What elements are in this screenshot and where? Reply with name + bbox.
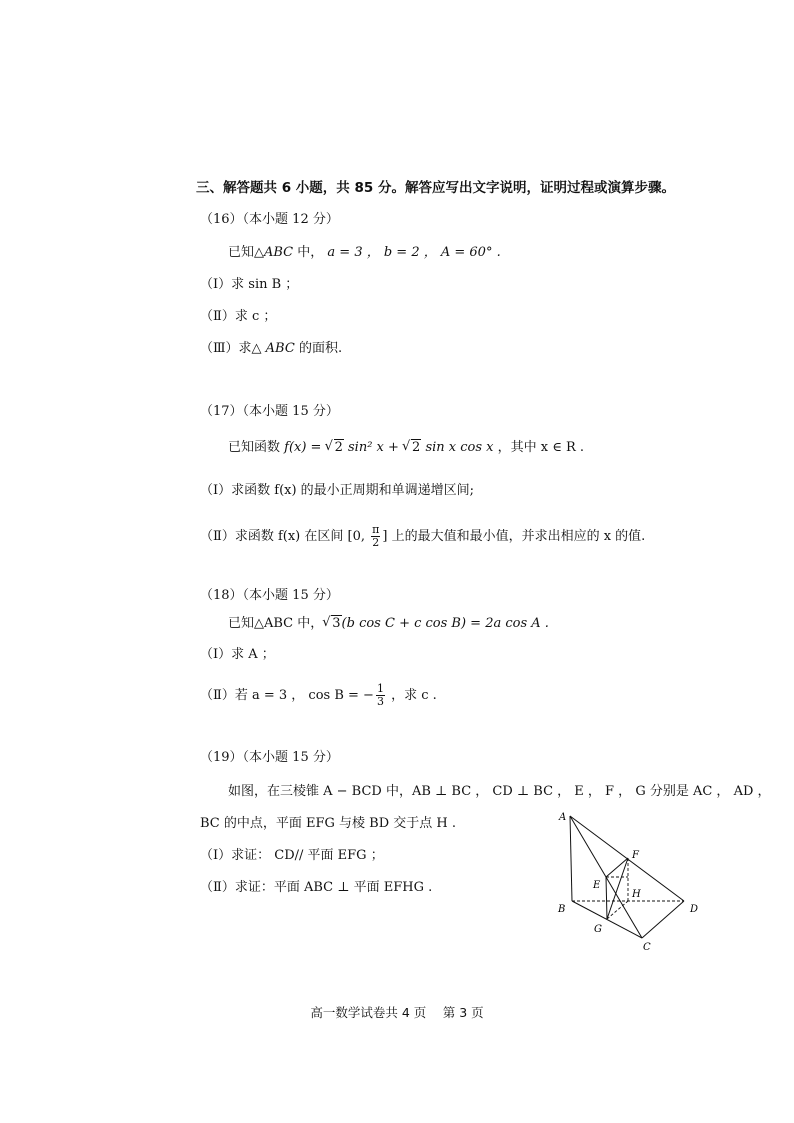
problem-19-part-1: （Ⅰ）求证： CD// 平面 EFG ； [200, 848, 384, 863]
problem-16-stem: 已知△ABC 中， a = 3 ， b = 2 ， A = 60° . [228, 245, 501, 260]
problem-16-part-1: （Ⅰ）求 sin B ； [200, 277, 299, 292]
tetrahedron-figure [550, 808, 710, 956]
problem-18-part-1: （Ⅰ）求 A ； [200, 647, 275, 662]
edge-AB [570, 816, 572, 901]
section-heading: 三、解答题共 6 小题，共 85 分。解答应写出文字说明，证明过程或演算步骤。 [196, 180, 675, 196]
sqrt-3-symbol: √ 3 [323, 616, 341, 632]
problem-18-part-2: （Ⅱ）若 a = 3 ， cos B = − $\frac{1}{3}$ ，求 c . [200, 682, 437, 708]
problem-18-header: （18）（本小题 15 分） [200, 588, 339, 603]
edge-EG [606, 877, 607, 919]
label-F: F [632, 850, 639, 861]
page-footer: 高一数学试卷共 4 页 第 3 页 [310, 1005, 484, 1020]
problem-17-part-2: （Ⅱ）求函数 f(x) 在区间 [0, $\frac{\pi}{2}$ ] 上的最大值和最小值，并求出相应的 x 的值. [200, 523, 646, 549]
problem-17-part-1: （Ⅰ）求函数 f(x) 的最小正周期和单调递增区间; [200, 483, 475, 498]
problem-16-part-3: （Ⅲ）求△ ABC 的面积. [200, 341, 343, 356]
label-B: B [558, 904, 566, 915]
problem-17-header: （17）（本小题 15 分） [200, 404, 339, 419]
pi-over-2-fraction: $\frac{\pi}{2}$ [372, 523, 380, 549]
problem-19-stem-line-1: 如图，在三棱锥 A − BCD 中，AB ⊥ BC ， CD ⊥ BC ， E ， F ， G 分别是 AC ， AD ， [228, 784, 771, 799]
label-H: H [632, 889, 641, 900]
problem-19-header: （19）（本小题 15 分） [200, 750, 339, 765]
label-D: D [690, 904, 699, 915]
problem-16-part-2: （Ⅱ）求 c ； [200, 309, 277, 324]
problem-19-stem-line-2: BC 的中点，平面 EFG 与棱 BD 交于点 H . [200, 816, 457, 831]
label-E: E [593, 880, 601, 891]
one-third-fraction: $\frac{1}{3}$ [376, 682, 384, 708]
problem-16-header: （16）（本小题 12 分） [200, 212, 339, 227]
problem-18-stem: 已知△ABC 中，√ 3(b cos C + c cos B) = 2a cos A . [228, 616, 549, 632]
sqrt-2-symbol: √ 2 [326, 440, 344, 456]
edge-CD [642, 901, 684, 938]
sqrt-2-symbol: √ 2 [403, 440, 421, 456]
problem-17-stem: 已知函数 f(x) = √ 2 sin² x + √ 2 sin x cos x ，其中 x ∈ R . [228, 440, 584, 456]
label-C: C [643, 942, 651, 953]
label-G: G [594, 924, 602, 935]
problem-19-part-2: （Ⅱ）求证：平面 ABC ⊥ 平面 EFHG . [200, 880, 433, 895]
label-A: A [559, 812, 567, 823]
